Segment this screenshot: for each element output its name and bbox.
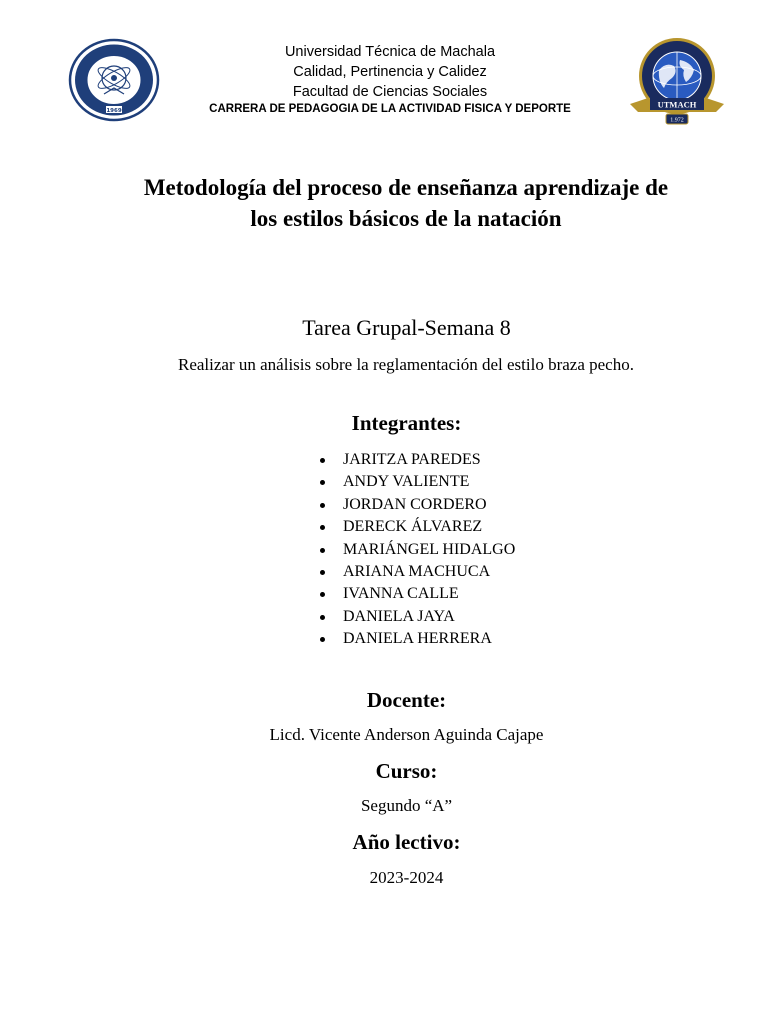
- member-name: ANDY VALIENTE: [343, 473, 470, 491]
- university-seal-year: 1969: [106, 108, 122, 114]
- bullet-icon: [320, 592, 325, 597]
- teacher-heading: Docente:: [366, 688, 447, 712]
- bullet-icon: [320, 637, 325, 642]
- list-item: [320, 606, 515, 628]
- members-heading: Integrantes:: [351, 411, 462, 435]
- course-heading: Curso:: [375, 759, 438, 783]
- university-name: Universidad Técnica de Machala: [284, 44, 496, 60]
- faculty-emblem-year: 1.972: [670, 117, 684, 124]
- document-header: [0, 0, 768, 130]
- task-title: Tarea Grupal-Semana 8: [302, 315, 511, 340]
- bullet-icon: [320, 615, 325, 620]
- bullet-icon: [320, 480, 325, 485]
- course-value: Segundo “A”: [360, 796, 453, 815]
- list-item: [320, 628, 515, 650]
- list-item: [320, 494, 515, 516]
- member-name: DANIELA JAYA: [343, 607, 455, 625]
- bullet-icon: [320, 570, 325, 575]
- member-name: ARIANA MACHUCA: [343, 563, 491, 581]
- school-year-heading: Año lectivo:: [352, 830, 461, 854]
- career-name: CARRERA DE PEDAGOGIA DE LA ACTIVIDAD FISICA Y DEPORTE: [209, 103, 571, 115]
- list-item: [320, 583, 515, 605]
- list-item: [320, 449, 515, 471]
- bullet-icon: [320, 525, 325, 530]
- bullet-icon: [320, 458, 325, 463]
- list-item: [320, 539, 515, 561]
- member-name: MARIÁNGEL HIDALGO: [343, 540, 516, 558]
- member-name: DANIELA HERRERA: [343, 630, 492, 648]
- bullet-icon: [320, 503, 325, 508]
- list-item: [320, 561, 515, 583]
- document-title: Metodología del proceso de enseñanza aprendizaje de los estilos básicos de la natación: [143, 175, 669, 231]
- institution-block: [180, 42, 600, 116]
- school-year-value: 2023-2024: [369, 868, 444, 887]
- task-description: Realizar un análisis sobre la reglamentación del estilo braza pecho.: [178, 355, 634, 374]
- university-seal-icon: [68, 38, 160, 122]
- member-name: IVANNA CALLE: [343, 585, 459, 603]
- members-list: [320, 449, 515, 651]
- list-item: [320, 516, 515, 538]
- member-name: DERECK ÁLVAREZ: [343, 518, 483, 536]
- member-name: JARITZA PAREDES: [343, 451, 481, 468]
- bullet-icon: [320, 548, 325, 553]
- teacher-name: Licd. Vicente Anderson Aguinda Cajape: [269, 725, 544, 744]
- faculty-globe-emblem-icon: [626, 36, 728, 128]
- member-name: JORDAN CORDERO: [343, 495, 487, 513]
- list-item: [320, 471, 515, 493]
- faculty-banner-text: UTMACH: [657, 99, 697, 110]
- faculty-name: Facultad de Ciencias Sociales: [292, 84, 488, 100]
- university-motto: Calidad, Pertinencia y Calidez: [293, 64, 487, 80]
